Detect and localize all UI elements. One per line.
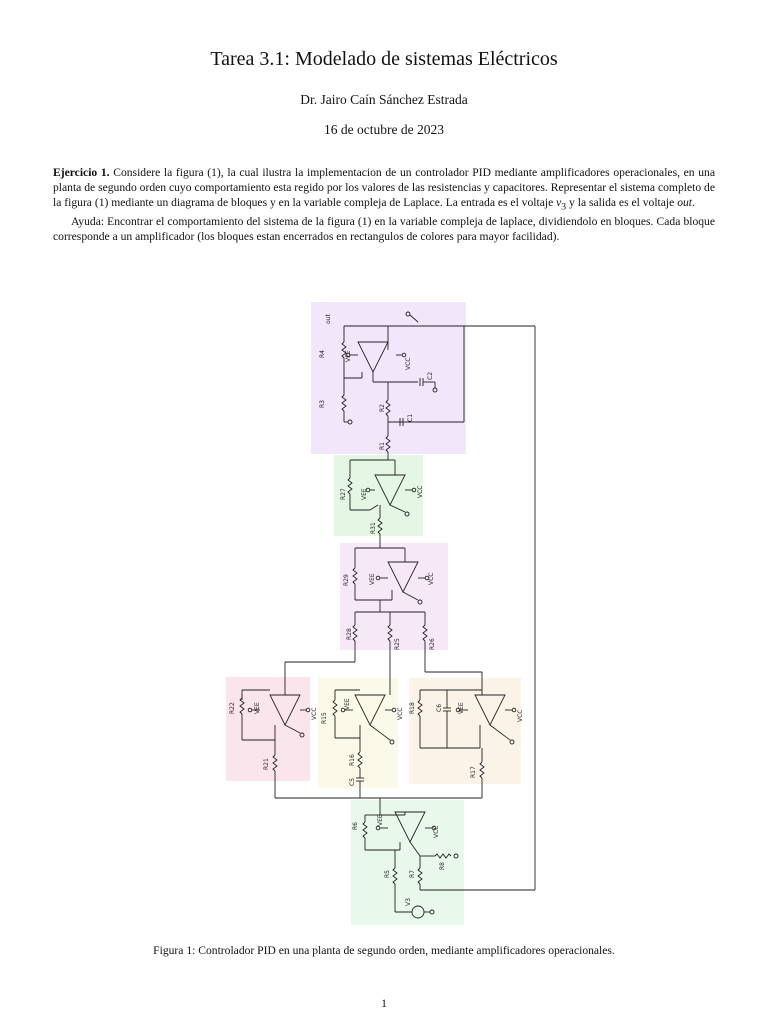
- label-vcc6: VCC: [517, 709, 524, 722]
- label-r31: R31: [370, 522, 377, 534]
- figure-caption: Figura 1: Controlador PID en una planta de segundo orden, mediante amplificadores operacionales.: [153, 944, 615, 957]
- label-vcc7: VCC: [433, 825, 440, 838]
- pid-circuit-diagram: [220, 300, 550, 930]
- plant-block: [311, 302, 466, 454]
- label-r28: R28: [346, 628, 353, 640]
- label-r2: R2: [379, 404, 386, 412]
- input-subscript: 3: [561, 201, 567, 213]
- label-r27: R27: [340, 488, 347, 500]
- label-r15: R15: [321, 712, 328, 724]
- derivative-block: [409, 678, 521, 784]
- label-vee5: VEE: [344, 698, 351, 710]
- label-r18: R18: [409, 702, 416, 714]
- label-vee7: VEE: [377, 814, 384, 826]
- output-variable: out: [677, 196, 693, 209]
- label-vee6: VEE: [458, 702, 465, 714]
- exercise-text: [53, 165, 715, 244]
- label-c2: C2: [427, 371, 434, 380]
- exercise-label: Ejercicio 1.: [53, 166, 110, 179]
- label-c5: C5: [349, 777, 356, 786]
- label-r6: R6: [352, 822, 359, 830]
- label-vee3: VEE: [369, 573, 376, 585]
- author-name: Dr. Jairo Caín Sánchez Estrada: [300, 92, 468, 107]
- hint-paragraph: Ayuda: Encontrar el comportamiento del sistema de la figura (1) en la variable compleja de laplace, dividiendolo en bloques. Cada bloque corresponde a un amplificador (los bloques estan encerrados en rectangulos de colores para mayor facilidad).: [53, 215, 715, 244]
- label-r16: R16: [349, 754, 356, 766]
- label-r1: R1: [379, 442, 386, 450]
- label-vee1: VEE: [345, 350, 352, 362]
- label-r7: R7: [409, 870, 416, 878]
- inverter-block: [334, 455, 423, 536]
- label-vcc4: VCC: [311, 707, 318, 720]
- label-r3: R3: [319, 400, 326, 408]
- label-r29: R29: [343, 574, 350, 586]
- label-r25: R25: [394, 638, 401, 650]
- label-r5: R5: [384, 870, 391, 878]
- page-number: 1: [381, 997, 387, 1010]
- label-vcc1: VCC: [405, 357, 412, 370]
- exercise-paragraph-1: [53, 165, 715, 214]
- exercise-text-mid: y la salida es el voltaje: [566, 196, 678, 209]
- label-vcc5: VCC: [397, 707, 404, 720]
- error-block: [340, 543, 448, 650]
- label-r22: R22: [229, 702, 236, 714]
- label-vcc3: VCC: [428, 572, 435, 585]
- label-r21: R21: [263, 758, 270, 770]
- label-vcc2: VCC: [417, 485, 424, 498]
- exercise-text-start: Considere la figura (1), la cual ilustra la implementacion de un controlador PID mediante amplificadores operacionales, en una planta de segundo orden cuyo comportamiento esta regido por los valores de las resistencias y capacitores. Representar el sistema completo de la figura (1) mediante un diagrama de bloques y en la variable compleja de Laplace. La entrada es el voltaje: [53, 166, 715, 209]
- label-out: out: [325, 314, 332, 324]
- label-vee4: VEE: [254, 702, 261, 714]
- label-v3: V3: [405, 898, 412, 906]
- label-r17: R17: [470, 766, 477, 778]
- label-c1: C1: [407, 413, 414, 422]
- exercise-text-end: .: [692, 196, 695, 209]
- document-title: Tarea 3.1: Modelado de sistemas Eléctricos: [210, 48, 558, 70]
- label-r4: R4: [319, 350, 326, 358]
- integral-block: [318, 678, 398, 788]
- input-variable: v: [556, 196, 562, 209]
- label-c6: C6: [436, 703, 443, 712]
- label-vee2: VEE: [361, 488, 368, 500]
- label-r26: R26: [429, 638, 436, 650]
- label-r8: R8: [439, 862, 446, 870]
- document-date: 16 de octubre de 2023: [324, 122, 444, 137]
